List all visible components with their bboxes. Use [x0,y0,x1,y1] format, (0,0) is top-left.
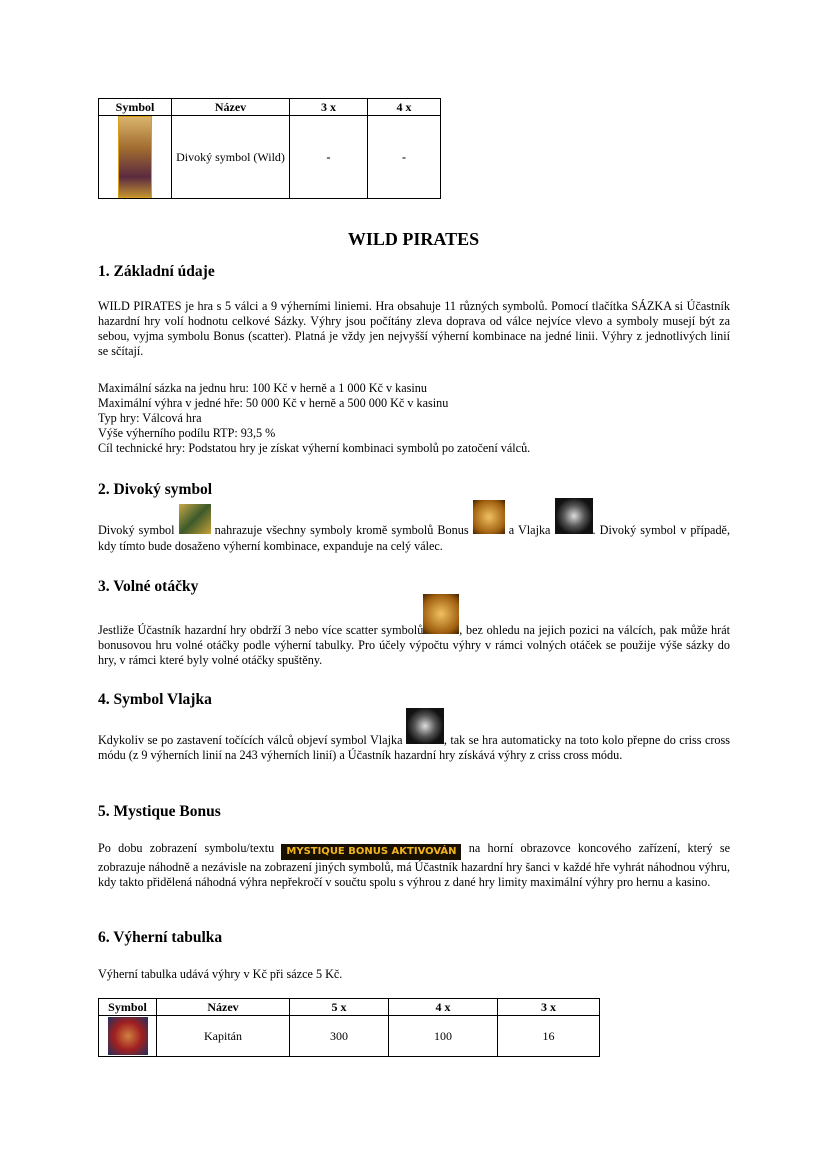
col-header: 3 x [498,999,600,1016]
game-type: Typ hry: Válcová hra [98,411,202,425]
flag-paragraph [98,708,730,763]
mystique-paragraph [98,841,730,890]
wild-symbol-icon [179,504,211,534]
bonus-symbol-icon [473,500,505,534]
section-heading: 6. Výherní tabulka [98,929,223,946]
text: Divoký symbol [98,523,179,537]
rtp: Výše výherního podílu RTP: 93,5 % [98,426,276,440]
flag-symbol-icon [406,708,444,744]
col-header: Název [157,999,290,1016]
col-header: 3 x [290,99,368,116]
captain-symbol-image [108,1017,148,1055]
intro-paragraph: WILD PIRATES je hra s 5 válci a 9 výherními liniemi. Hra obsahuje 11 různých symbolů. Pomocí tlačítka SÁZKA si Účastník hazardní hry volí hodnotu celkové Sázky. Výhry jsou počítány zleva doprava od válce nejvíce vlevo a symboly musejí být za sebou, vyjma symbolu Bonus (scatter). Platná je vždy jen nejvyšší výherní kombinace na jedné linii. Výhry z jednotlivých linií se sčítají. [98,299,730,358]
payout-4x: - [402,149,406,164]
text: , bez ohledu na jejich pozici na válcích, pak může hrát bonusovou hru volné otáčky podle výherní tabulky. Pro účely výpočtu výhry v rámci volných otáček se použije výše sázky do hry, v rámci které byly volné otáčky spuštěny. [98,623,730,667]
section-heading: 5. Mystique Bonus [98,803,221,820]
payout-5x: 300 [290,1016,389,1057]
col-header: 4 x [389,999,498,1016]
col-header: 5 x [290,999,389,1016]
symbol-name: Divoký symbol (Wild) [176,149,285,164]
section-heading: 4. Symbol Vlajka [98,691,212,708]
mystique-bonus-badge: MYSTIQUE BONUS AKTIVOVÁN [281,844,461,860]
max-win: Maximální výhra v jedné hře: 50 000 Kč v herně a 500 000 Kč v kasinu [98,396,449,410]
page-title: WILD PIRATES [347,229,480,249]
text: Po dobu zobrazení symbolu/textu [98,841,282,855]
text: na horní obrazovce koncového zařízení, který se zobrazuje náhodně a nezávisle na zobrazení jiných symbolů, má Účastník hazardní hry šanci v každé hře vyhrát náhodnou výhru, kdy takto přidělená náhodná výhra nepřekročí v součtu spolu s výhrou z dané hry limity maximální výhry pro hernu a kasino. [98,841,730,889]
pay-table [98,998,600,1057]
wild-symbol-table [98,98,441,199]
payout-4x: 100 [389,1016,498,1057]
flag-symbol-icon [555,498,593,534]
text: . Divoký symbol v případě, kdy tímto bude dosaženo výherní kombinace, expanduje na celý válec. [98,523,730,553]
section-heading: 3. Volné otáčky [98,578,199,595]
text: nahrazuje všechny symboly kromě symbolů Bonus [210,523,473,537]
section-heading: 2. Divoký symbol [98,481,213,498]
text: , tak se hra automaticky na toto kolo přepne do criss cross módu (z 9 výherních linií na 243 výherních linií) a Účastník hazardní hry získává výhry z criss cross módu. [98,733,730,762]
payout-3x: 16 [498,1016,600,1057]
free-spins-paragraph [98,594,730,668]
game-goal: Cíl technické hry: Podstatou hry je získat výherní kombinaci symbolů po zatočení válců. [98,441,531,455]
col-header: Symbol [99,999,157,1016]
col-header: Symbol [99,99,172,116]
text: a Vlajka [504,523,555,537]
payout-3x: - [326,149,331,164]
paytable-intro: Výherní tabulka udává výhry v Kč při sázce 5 Kč. [98,967,343,981]
table-row [99,1016,600,1057]
bonus-symbol-icon [423,594,459,634]
section-heading: 1. Základní údaje [98,263,215,280]
game-info-list [98,381,730,456]
text: Jestliže Účastník hazardní hry obdrží 3 nebo více scatter symbolů [98,623,424,637]
wild-woman-symbol-image [118,116,152,198]
table-row [99,116,441,199]
max-bet: Maximální sázka na jednu hru: 100 Kč v herně a 1 000 Kč v kasinu [98,381,427,395]
col-header: 4 x [368,99,441,116]
wild-paragraph [98,498,730,554]
col-header: Název [172,99,290,116]
symbol-name: Kapitán [157,1016,290,1057]
text: Kdykoliv se po zastavení točících válců objeví symbol Vlajka [98,733,406,747]
